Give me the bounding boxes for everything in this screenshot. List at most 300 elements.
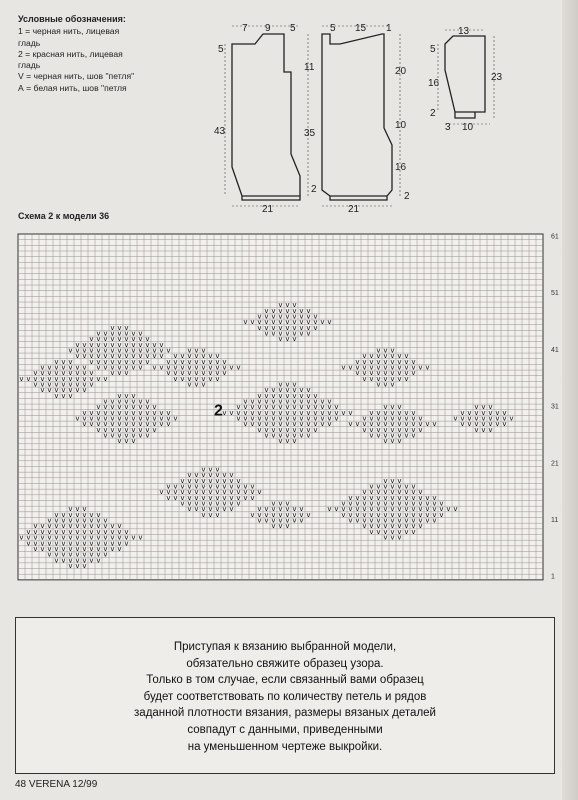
stitch-v: v [299, 312, 304, 321]
stitch-v: v [82, 505, 87, 514]
stitch-v: v [264, 431, 269, 440]
stitch-v: v [89, 533, 94, 542]
stitch-v: v [117, 420, 122, 429]
stitch-v: v [54, 527, 59, 536]
stitch-v: v [236, 488, 241, 497]
stitch-v: v [271, 391, 276, 400]
stitch-v: v [495, 408, 500, 417]
stitch-v: v [61, 556, 66, 565]
stitch-v: v [362, 522, 367, 531]
stitch-v: v [68, 505, 73, 514]
dim-sleeve-side: 16 [428, 78, 440, 89]
stitch-v: v [481, 414, 486, 423]
stitch-v: v [271, 403, 276, 412]
stitch-v: v [397, 510, 402, 519]
stitch-v: v [124, 425, 129, 434]
stitch-v: v [194, 488, 199, 497]
stitch-v: v [404, 482, 409, 491]
stitch-v: v [355, 516, 360, 525]
stitch-v: v [103, 550, 108, 559]
stitch-v: v [285, 408, 290, 417]
stitch-v: v [418, 425, 423, 434]
stitch-v: v [481, 425, 486, 434]
stitch-v: v [390, 476, 395, 485]
stitch-v: v [376, 380, 381, 389]
stitch-v: v [187, 499, 192, 508]
stitch-v: v [131, 408, 136, 417]
stitch-v: v [369, 431, 374, 440]
dim-front-top-right: 1 [386, 23, 392, 34]
stitch-v: v [397, 493, 402, 502]
stitch-v: v [187, 357, 192, 366]
dim-back-top-right: 5 [290, 23, 296, 34]
stitch-v: v [404, 414, 409, 423]
stitch-v: v [145, 357, 150, 366]
stitch-v: v [474, 425, 479, 434]
stitch-v: v [264, 391, 269, 400]
stitch-v: v [187, 380, 192, 389]
stitch-v: v [40, 544, 45, 553]
stitch-v: v [271, 505, 276, 514]
stitch-v: v [250, 420, 255, 429]
stitch-v: v [383, 369, 388, 378]
stitch-v: v [173, 414, 178, 423]
pattern-diagrams [0, 0, 578, 215]
stitch-v: v [82, 346, 87, 355]
stitch-v: v [257, 323, 262, 332]
stitch-v: v [411, 414, 416, 423]
stitch-v: v [264, 505, 269, 514]
stitch-v: v [131, 352, 136, 361]
stitch-v: v [285, 306, 290, 315]
stitch-v: v [355, 510, 360, 519]
stitch-v: v [376, 488, 381, 497]
stitch-v: v [383, 374, 388, 383]
stitch-v: v [82, 533, 87, 542]
stitch-v: v [82, 408, 87, 417]
stitch-v: v [369, 510, 374, 519]
stitch-v: v [138, 420, 143, 429]
dim-back-height: 43 [214, 126, 226, 137]
stitch-v: v [285, 403, 290, 412]
stitch-v: v [82, 510, 87, 519]
stitch-v: v [75, 346, 80, 355]
stitch-v: v [285, 386, 290, 395]
stitch-v: v [236, 493, 241, 502]
stitch-v: v [194, 346, 199, 355]
stitch-v: v [124, 527, 129, 536]
stitch-v: v [306, 408, 311, 417]
stitch-v: v [355, 505, 360, 514]
stitch-v: v [348, 363, 353, 372]
stitch-v: v [229, 471, 234, 480]
stitch-v: v [138, 335, 143, 344]
stitch-v: v [222, 408, 227, 417]
stitch-v: v [404, 374, 409, 383]
stitch-v: v [397, 414, 402, 423]
stitch-v: v [68, 391, 73, 400]
stitch-v: v [362, 363, 367, 372]
stitch-v: v [243, 420, 248, 429]
stitch-v: v [229, 499, 234, 508]
stitch-v: v [54, 357, 59, 366]
stitch-v: v [411, 369, 416, 378]
stitch-v: v [82, 363, 87, 372]
stitch-v: v [257, 425, 262, 434]
stitch-v: v [404, 510, 409, 519]
stitch-v: v [40, 369, 45, 378]
stitch-v: v [369, 369, 374, 378]
stitch-v: v [481, 420, 486, 429]
stitch-v: v [145, 431, 150, 440]
stitch-v: v [47, 522, 52, 531]
stitch-v: v [432, 499, 437, 508]
stitch-v: v [180, 488, 185, 497]
stitch-v: v [222, 499, 227, 508]
stitch-v: v [383, 505, 388, 514]
stitch-v: v [390, 522, 395, 531]
stitch-v: v [82, 386, 87, 395]
dim-front-width: 21 [348, 204, 360, 215]
stitch-v: v [257, 397, 262, 406]
stitch-v: v [348, 420, 353, 429]
stitch-v: v [285, 431, 290, 440]
stitch-v: v [110, 544, 115, 553]
stitch-v: v [61, 516, 66, 525]
stitch-v: v [187, 488, 192, 497]
stitch-v: v [271, 425, 276, 434]
stitch-v: v [159, 414, 164, 423]
stitch-v: v [404, 420, 409, 429]
note-box [15, 617, 555, 774]
stitch-v: v [481, 403, 486, 412]
stitch-v: v [243, 414, 248, 423]
sleeve-hem [455, 112, 475, 118]
stitch-v: v [264, 397, 269, 406]
stitch-v: v [138, 397, 143, 406]
stitch-v: v [292, 510, 297, 519]
stitch-v: v [47, 363, 52, 372]
stitch-v: v [390, 499, 395, 508]
stitch-v: v [124, 420, 129, 429]
stitch-v: v [103, 346, 108, 355]
stitch-v: v [390, 363, 395, 372]
stitch-v: v [453, 505, 458, 514]
stitch-v: v [208, 357, 213, 366]
stitch-v: v [460, 414, 465, 423]
stitch-v: v [397, 363, 402, 372]
stitch-v: v [117, 346, 122, 355]
stitch-v: v [390, 488, 395, 497]
stitch-v: v [145, 340, 150, 349]
stitch-v: v [54, 510, 59, 519]
stitch-v: v [376, 522, 381, 531]
note-line-3: Только в том случае, если связанный вами образец [146, 674, 424, 687]
stitch-v: v [145, 403, 150, 412]
legend-line-1b: гладь [18, 37, 41, 48]
stitch-v: v [411, 488, 416, 497]
stitch-v: v [306, 306, 311, 315]
stitch-v: v [306, 329, 311, 338]
dim-front-lower: 16 [395, 162, 407, 173]
stitch-v: v [201, 505, 206, 514]
row-label: 1 [551, 573, 555, 581]
stitch-v: v [285, 425, 290, 434]
stitch-v: v [75, 527, 80, 536]
stitch-v: v [96, 550, 101, 559]
stitch-v: v [306, 414, 311, 423]
stitch-v: v [474, 414, 479, 423]
stitch-v: v [117, 391, 122, 400]
stitch-v: v [222, 357, 227, 366]
stitch-v: v [404, 425, 409, 434]
stitch-v: v [474, 403, 479, 412]
stitch-v: v [222, 369, 227, 378]
stitch-v: v [215, 465, 220, 474]
stitch-v: v [264, 403, 269, 412]
stitch-v: v [33, 380, 38, 389]
stitch-v: v [208, 374, 213, 383]
stitch-v: v [173, 357, 178, 366]
stitch-v: v [278, 386, 283, 395]
stitch-v: v [362, 414, 367, 423]
stitch-v: v [495, 414, 500, 423]
stitch-v: v [390, 527, 395, 536]
stitch-v: v [82, 340, 87, 349]
stitch-v: v [411, 505, 416, 514]
stitch-v: v [264, 408, 269, 417]
stitch-v: v [257, 408, 262, 417]
stitch-v: v [103, 544, 108, 553]
stitch-v: v [229, 488, 234, 497]
stitch-v: v [117, 431, 122, 440]
stitch-v: v [89, 516, 94, 525]
dim-front-mid: 10 [395, 120, 407, 131]
stitch-v: v [369, 363, 374, 372]
stitch-v: v [278, 301, 283, 310]
stitch-v: v [138, 340, 143, 349]
stitch-v: v [187, 346, 192, 355]
stitch-v: v [110, 431, 115, 440]
stitch-v: v [502, 408, 507, 417]
stitch-v: v [166, 482, 171, 491]
stitch-v: v [180, 357, 185, 366]
stitch-v: v [215, 369, 220, 378]
stitch-v: v [271, 312, 276, 321]
stitch-v: v [145, 346, 150, 355]
stitch-v: v [215, 482, 220, 491]
stitch-v: v [299, 408, 304, 417]
stitch-v: v [306, 312, 311, 321]
stitch-v: v [418, 510, 423, 519]
stitch-v: v [348, 505, 353, 514]
stitch-v: v [152, 352, 157, 361]
stitch-v: v [236, 482, 241, 491]
stitch-v: v [341, 363, 346, 372]
stitch-v: v [390, 505, 395, 514]
stitch-v: v [131, 437, 136, 446]
stitch-v: v [362, 499, 367, 508]
stitch-v: v [215, 363, 220, 372]
stitch-v: v [488, 408, 493, 417]
stitch-v: v [180, 352, 185, 361]
stitch-v: v [201, 363, 206, 372]
stitch-v: v [271, 329, 276, 338]
stitch-v: v [250, 493, 255, 502]
stitch-v: v [103, 516, 108, 525]
stitch-v: v [117, 533, 122, 542]
stitch-v: v [285, 380, 290, 389]
stitch-v: v [411, 363, 416, 372]
stitch-v: v [152, 403, 157, 412]
stitch-v: v [271, 318, 276, 327]
stitch-v: v [33, 539, 38, 548]
stitch-v: v [369, 522, 374, 531]
stitch-v: v [89, 346, 94, 355]
stitch-v: v [124, 340, 129, 349]
stitch-v: v [285, 420, 290, 429]
stitch-v: v [292, 437, 297, 446]
stitch-v: v [355, 499, 360, 508]
stitch-v: v [229, 493, 234, 502]
stitch-v: v [110, 527, 115, 536]
stitch-v: v [75, 550, 80, 559]
stitch-v: v [348, 408, 353, 417]
stitch-v: v [292, 414, 297, 423]
stitch-v: v [292, 318, 297, 327]
schema-title: Схема 2 к модели 36 [18, 211, 110, 221]
stitch-v: v [278, 437, 283, 446]
stitch-v: v [418, 488, 423, 497]
stitch-v: v [82, 369, 87, 378]
stitch-v: v [103, 527, 108, 536]
stitch-v: v [110, 397, 115, 406]
stitch-v: v [89, 374, 94, 383]
stitch-v: v [292, 306, 297, 315]
stitch-v: v [145, 335, 150, 344]
stitch-v: v [89, 522, 94, 531]
stitch-v: v [68, 556, 73, 565]
stitch-v: v [313, 397, 318, 406]
dim-front-top-left: 5 [330, 23, 336, 34]
stitch-v: v [173, 482, 178, 491]
stitch-v: v [26, 527, 31, 536]
stitch-v: v [166, 369, 171, 378]
stitch-v: v [467, 408, 472, 417]
stitch-v: v [61, 544, 66, 553]
stitch-v: v [103, 431, 108, 440]
stitch-v: v [89, 340, 94, 349]
stitch-v: v [292, 431, 297, 440]
stitch-v: v [376, 493, 381, 502]
stitch-v: v [110, 363, 115, 372]
stitch-v: v [96, 556, 101, 565]
stitch-v: v [68, 386, 73, 395]
stitch-v: v [201, 465, 206, 474]
stitch-v: v [285, 391, 290, 400]
stitch-v: v [131, 403, 136, 412]
stitch-v: v [103, 397, 108, 406]
stitch-v: v [103, 352, 108, 361]
stitch-v: v [278, 516, 283, 525]
stitch-v: v [285, 312, 290, 321]
stitch-v: v [75, 380, 80, 389]
stitch-v: v [383, 431, 388, 440]
stitch-v: v [362, 369, 367, 378]
stitch-v: v [355, 369, 360, 378]
stitch-v: v [411, 522, 416, 531]
stitch-v: v [215, 505, 220, 514]
stitch-v: v [397, 420, 402, 429]
stitch-v: v [390, 420, 395, 429]
stitch-v: v [292, 312, 297, 321]
stitch-v: v [138, 363, 143, 372]
stitch-v: v [152, 363, 157, 372]
stitch-v: v [89, 539, 94, 548]
stitch-v: v [96, 414, 101, 423]
stitch-v: v [362, 505, 367, 514]
stitch-v: v [82, 380, 87, 389]
stitch-v: v [383, 499, 388, 508]
stitch-v: v [362, 516, 367, 525]
stitch-v: v [250, 510, 255, 519]
stitch-v: v [334, 414, 339, 423]
stitch-v: v [243, 318, 248, 327]
stitch-v: v [194, 493, 199, 502]
dim-back-neck: 5 [218, 44, 224, 55]
stitch-v: v [131, 425, 136, 434]
stitch-v: v [124, 431, 129, 440]
stitch-v: v [411, 482, 416, 491]
stitch-v: v [390, 431, 395, 440]
stitch-v: v [82, 544, 87, 553]
stitch-v: v [138, 403, 143, 412]
stitch-v: v [103, 522, 108, 531]
legend-line-4: А = белая нить, шов "петля [18, 82, 127, 93]
stitch-v: v [96, 329, 101, 338]
stitch-v: v [236, 403, 241, 412]
stitch-v: v [159, 340, 164, 349]
stitch-v: v [61, 533, 66, 542]
stitch-v: v [194, 482, 199, 491]
stitch-v: v [418, 499, 423, 508]
stitch-v: v [369, 505, 374, 514]
stitch-v: v [250, 408, 255, 417]
stitch-v: v [96, 352, 101, 361]
legend-line-1: 1 = черная нить, лицевая [18, 26, 120, 37]
dim-back-side: 35 [304, 128, 316, 139]
stitch-v: v [383, 380, 388, 389]
stitch-v: v [397, 533, 402, 542]
stitch-v: v [292, 403, 297, 412]
stitch-v: v [278, 431, 283, 440]
dim-front-top-mid: 15 [355, 23, 367, 34]
stitch-v: v [439, 505, 444, 514]
stitch-v: v [103, 329, 108, 338]
stitch-v: v [411, 516, 416, 525]
stitch-v: v [278, 323, 283, 332]
stitch-v: v [61, 550, 66, 559]
legend-line-3: V = черная нить, шов "петля" [18, 71, 135, 82]
stitch-v: v [397, 476, 402, 485]
stitch-v: v [222, 471, 227, 480]
stitch-v: v [236, 499, 241, 508]
stitch-v: v [75, 386, 80, 395]
stitch-v: v [292, 391, 297, 400]
stitch-v: v [187, 352, 192, 361]
stitch-v: v [383, 533, 388, 542]
stitch-v: v [215, 493, 220, 502]
